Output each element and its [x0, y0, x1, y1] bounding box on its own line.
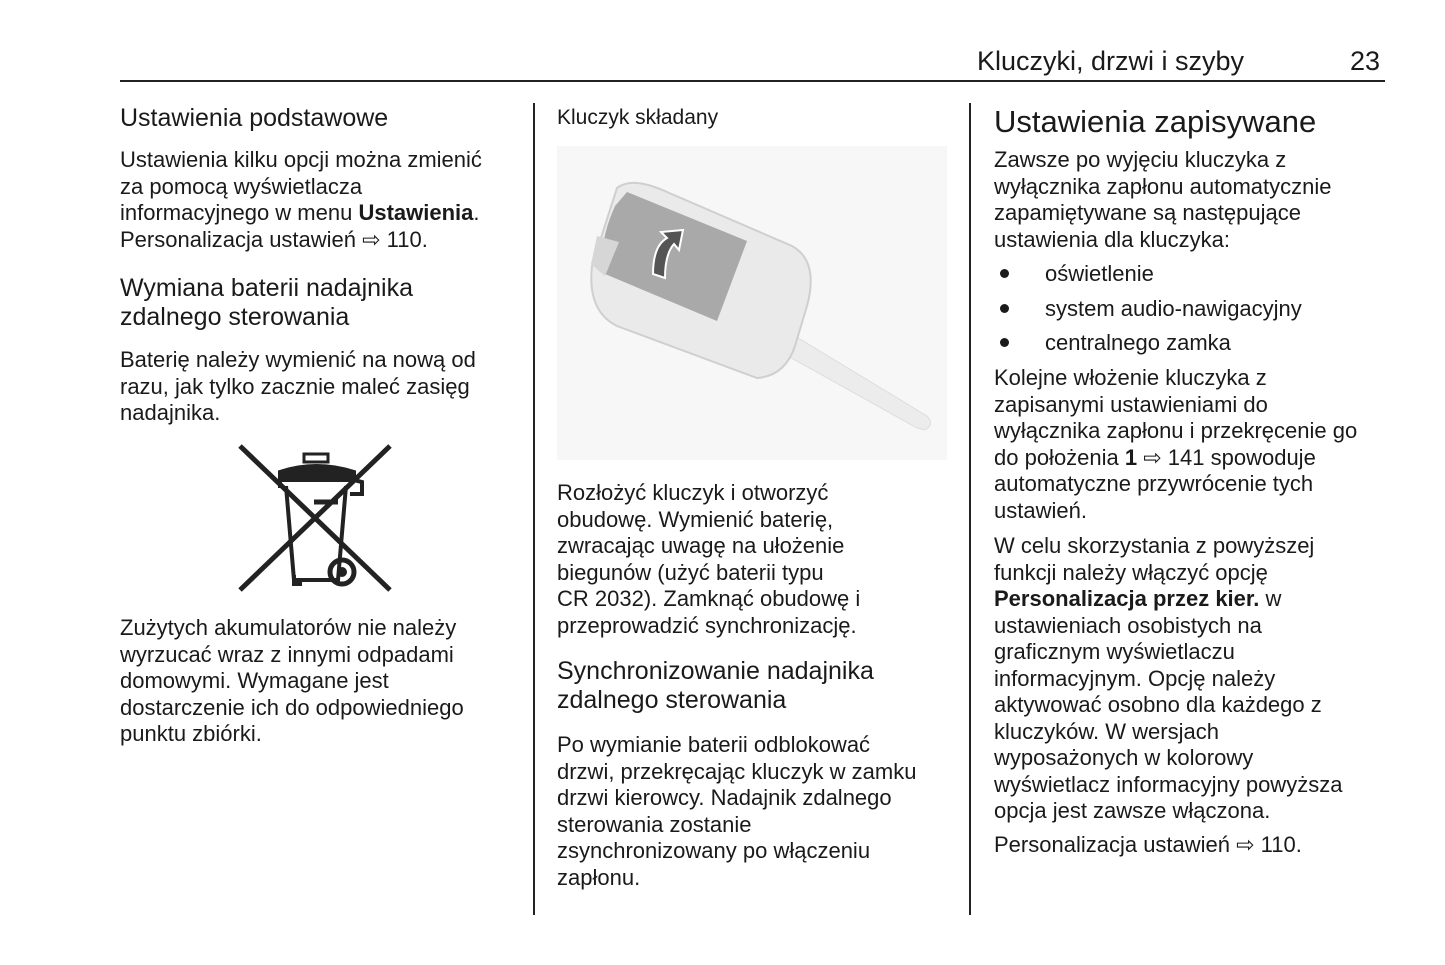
list-item-text: centralnego zamka: [1045, 330, 1231, 355]
paragraph-enable-option: [994, 533, 1342, 825]
position-number: 1: [1124, 444, 1138, 470]
text: w ustawieniach osobistych na graficznym wyświetlaczu informacyjnym. Opcję należy aktywować osobno dla każdego z kluczyków. W wersjach wyposażonych w kolorowy wyświetlacz informacyjny powyższa opcja jest zawsze włączona.: [994, 586, 1343, 823]
recycle-bin-crossed-icon: [236, 440, 394, 595]
paragraph-personalisation-ref: Personalizacja ustawień ⇨ 110.: [994, 832, 1302, 857]
bullet-icon: [1000, 338, 1009, 347]
paragraph-synchronisation: Po wymianie baterii odblokować drzwi, przekręcając kluczyk w zamku drzwi kierowcy. Nadajnik zdalnego sterowania zostanie zsynchronizowany po włączeniu zapłonu.: [557, 732, 917, 890]
section-title: Kluczyki, drzwi i szyby: [977, 46, 1245, 76]
heading-synchronisation: Synchronizowanie nadajnika zdalnego sterowania: [557, 657, 874, 714]
text: W celu skorzystania z powyższej funkcji należy włączyć opcję: [994, 533, 1315, 585]
page-number: 23: [1350, 46, 1381, 76]
text: ⇨ 141 spowoduje automatyczne przywrócenie tych ustawień.: [994, 444, 1316, 523]
text: . Personalizacja ustawień ⇨ 110.: [120, 200, 480, 252]
header-rule: [120, 80, 1385, 82]
bullet-icon: [1000, 304, 1009, 313]
column-divider-2: [969, 103, 971, 915]
bullet-icon: [1000, 269, 1009, 278]
menu-name: Ustawienia: [358, 200, 474, 225]
paragraph-basic-settings: [120, 147, 482, 253]
list-item-text: oświetlenie: [1045, 261, 1154, 286]
paragraph-disposal: Zużytych akumulatorów nie należy wyrzucać wraz z innymi odpadami domowymi. Wymagane jest dostarczenie ich do odpowiedniego punktu zbiórki.: [120, 615, 464, 746]
paragraph-reinsert-key: [994, 365, 1357, 524]
caption-folding-key: Kluczyk składany: [557, 106, 719, 129]
text: Kolejne włożenie kluczyka z zapisanymi ustawieniami do wyłącznika zapłonu i przekręcenie go do położenia: [994, 365, 1358, 470]
heading-basic-settings: Ustawienia podstawowe: [120, 104, 389, 132]
list-item-text: system audio-nawigacyjny: [1045, 296, 1302, 321]
heading-battery-replacement: Wymiana baterii nadajnika zdalnego sterowania: [120, 274, 413, 331]
heading-saved-settings: Ustawienia zapisywane: [994, 104, 1317, 139]
paragraph-saved-intro: Zawsze po wyjęciu kluczyka z wyłącznika zapłonu automatycznie zapamiętywane są następujące ustawienia dla kluczyka:: [994, 147, 1332, 252]
paragraph-open-key: Rozłożyć kluczyk i otworzyć obudowę. Wymienić baterię, zwracając uwagę na ułożenie biegunów (użyć baterii typu CR 2032). Zamknąć obudowę i przeprowadzić synchronizację.: [557, 480, 861, 638]
text: Ustawienia kilku opcji można zmienić za pomocą wyświetlacza informacyjnego w menu: [120, 147, 482, 225]
column-divider-1: [533, 103, 535, 915]
option-name: Personalizacja przez kier.: [994, 586, 1260, 611]
paragraph-battery: Baterię należy wymienić na nową od razu, jak tylko zacznie maleć zasięg nadajnika.: [120, 347, 476, 425]
folding-key-illustration: [557, 146, 947, 460]
